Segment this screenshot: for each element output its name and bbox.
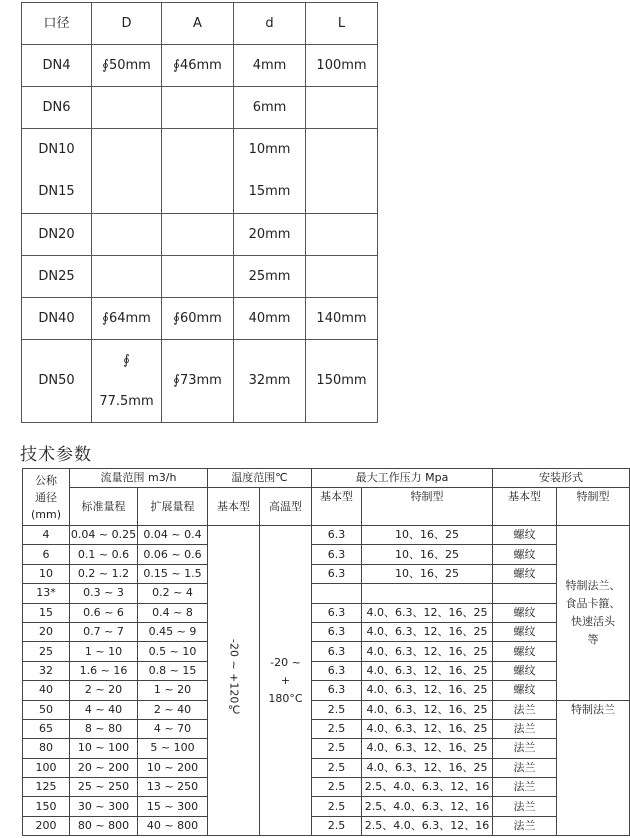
cell-flow-std: 0.04 ~ 0.25 [70,526,138,545]
cell-install-basic [493,584,557,603]
dim-A [162,129,234,214]
cell-pressure-special: 4.0、6.3、12、16、25 [362,642,493,661]
cell-flow-std: 20 ~ 200 [70,758,138,777]
cell-flow-ext: 0.04 ~ 0.4 [138,526,208,545]
dim-header-bore: 口径 [22,3,92,45]
cell-temp-basic [208,526,260,836]
cell-pressure-special: 2.5、4.0、6.3、12、16 [362,778,493,797]
cell-install-special: 特制法兰 [557,700,630,836]
install-special-line: 快速活头 [571,614,615,628]
cell-flow-std: 0.2 ~ 1.2 [70,564,138,583]
cell-pressure-special: 4.0、6.3、12、16、25 [362,739,493,758]
dim-row [22,214,378,256]
table-row [23,700,630,719]
cell-install-basic: 螺纹 [493,564,557,583]
cell-flow-ext: 5 ~ 100 [138,739,208,758]
cell-flow-ext: 1 ~ 20 [138,681,208,700]
cell-pressure-special: 4.0、6.3、12、16、25 [362,681,493,700]
dim-bore: DN50 [22,340,92,423]
cell-temp-high [260,526,312,836]
cell-pressure-basic: 6.3 [312,545,362,564]
header-flow-ext: 扩展量程 [138,488,208,526]
dim-bore-pair [22,129,92,214]
dim-D: ∮50mm [92,45,162,87]
table-row [23,584,630,603]
header-diameter-line: (mm) [30,507,61,521]
cell-diameter: 20 [23,622,70,641]
dim-d: 4mm [234,45,306,87]
dim-bore: DN25 [22,256,92,298]
cell-diameter: 10 [23,564,70,583]
cell-pressure-basic: 6.3 [312,603,362,622]
cell-diameter: 4 [23,526,70,545]
tech-header-row-1 [23,469,630,488]
cell-pressure-basic: 2.5 [312,739,362,758]
temp-high-line: 180°C [268,691,303,705]
table-row [23,739,630,758]
cell-diameter: 100 [23,758,70,777]
tech-header-row-2 [23,488,630,526]
install-special-line: 等 [587,632,599,646]
cell-install-basic: 法兰 [493,816,557,835]
cell-flow-ext: 0.2 ~ 4 [138,584,208,603]
table-row [23,797,630,816]
table-row [23,758,630,777]
dim-bore: DN4 [22,45,92,87]
cell-pressure-basic: 2.5 [312,719,362,738]
dim-L: 140mm [306,298,378,340]
dim-row [22,45,378,87]
install-special-line: 食品卡箍、 [565,596,621,610]
table-row [23,816,630,835]
dim-d: 6mm [234,87,306,129]
section-title: 技术参数 [20,445,92,465]
cell-flow-std: 4 ~ 40 [70,700,138,719]
cell-pressure-special: 4.0、6.3、12、16、25 [362,661,493,680]
cell-flow-std: 0.7 ~ 7 [70,622,138,641]
dim-A [162,87,234,129]
table-row [23,564,630,583]
cell-flow-std: 1 ~ 10 [70,642,138,661]
cell-install-basic: 螺纹 [493,642,557,661]
dim-D-pair [92,340,162,423]
cell-pressure-basic: 6.3 [312,681,362,700]
cell-pressure-basic: 2.5 [312,758,362,777]
header-diameter [23,469,70,526]
cell-diameter: 200 [23,816,70,835]
cell-flow-std: 0.6 ~ 6 [70,603,138,622]
cell-flow-ext: 0.06 ~ 0.6 [138,545,208,564]
dim-d: 25mm [234,256,306,298]
cell-flow-ext: 13 ~ 250 [138,778,208,797]
table-row [23,622,630,641]
cell-flow-ext: 2 ~ 40 [138,700,208,719]
dim-row [22,87,378,129]
table-row [23,545,630,564]
header-flow: 流量范围 m3/h [70,469,208,488]
cell-pressure-special: 10、16、25 [362,545,493,564]
cell-flow-std: 80 ~ 800 [70,816,138,835]
dim-L: 100mm [306,45,378,87]
dim-row [22,340,378,423]
cell-diameter: 6 [23,545,70,564]
cell-diameter: 80 [23,739,70,758]
dim-L: 150mm [306,340,378,423]
dim-bore: DN40 [22,298,92,340]
cell-pressure-basic: 6.3 [312,661,362,680]
header-temp: 温度范围℃ [208,469,312,488]
cell-flow-std: 10 ~ 100 [70,739,138,758]
header-install-basic: 基本型 [493,488,557,526]
temp-high-line: -20 ~ [270,655,301,669]
cell-diameter: 15 [23,603,70,622]
cell-flow-std: 1.6 ~ 16 [70,661,138,680]
cell-install-basic: 螺纹 [493,661,557,680]
header-install-special: 特制型 [557,488,630,526]
cell-pressure-basic: 2.5 [312,700,362,719]
dim-d: 15mm [248,184,291,199]
dim-row [22,256,378,298]
header-pressure-special: 特制型 [362,488,493,526]
dim-d: 20mm [234,214,306,256]
header-temp-basic: 基本型 [208,488,260,526]
cell-pressure-special [362,584,493,603]
table-row [23,526,630,545]
dim-header-D: D [92,3,162,45]
dim-A: ∮60mm [162,298,234,340]
dim-bore: DN15 [38,184,75,199]
cell-pressure-basic: 6.3 [312,642,362,661]
dim-D [92,256,162,298]
cell-pressure-special: 10、16、25 [362,564,493,583]
cell-diameter: 40 [23,681,70,700]
cell-pressure-special: 4.0、6.3、12、16、25 [362,719,493,738]
dim-L [306,129,378,214]
dim-D: ∮ [123,352,130,368]
dim-d-pair [234,129,306,214]
cell-install-basic: 法兰 [493,778,557,797]
cell-install-basic: 法兰 [493,797,557,816]
dim-D [92,214,162,256]
dim-row [22,298,378,340]
cell-flow-ext: 0.15 ~ 1.5 [138,564,208,583]
tech-param-table [22,468,630,836]
cell-flow-std: 8 ~ 80 [70,719,138,738]
cell-install-basic: 法兰 [493,739,557,758]
cell-pressure-special: 4.0、6.3、12、16、25 [362,622,493,641]
cell-install-basic: 螺纹 [493,622,557,641]
dim-D [92,129,162,214]
cell-flow-ext: 0.8 ~ 15 [138,661,208,680]
cell-diameter: 13* [23,584,70,603]
dim-header-row [22,3,378,45]
dim-d: 40mm [234,298,306,340]
cell-pressure-basic: 2.5 [312,797,362,816]
table-row [23,661,630,680]
table-row [23,603,630,622]
cell-pressure-special: 2.5、4.0、6.3、12、16 [362,816,493,835]
cell-pressure-special: 4.0、6.3、12、16、25 [362,758,493,777]
cell-flow-std: 30 ~ 300 [70,797,138,816]
cell-diameter: 25 [23,642,70,661]
cell-pressure-basic: 6.3 [312,564,362,583]
table-row [23,681,630,700]
cell-pressure-basic: 6.3 [312,526,362,545]
cell-install-basic: 螺纹 [493,603,557,622]
cell-pressure-special: 2.5、4.0、6.3、12、16 [362,797,493,816]
dim-bore: DN10 [38,142,75,157]
cell-pressure-special: 4.0、6.3、12、16、25 [362,603,493,622]
cell-diameter: 32 [23,661,70,680]
temp-basic-value: -20 ~ +120℃ [227,638,241,717]
cell-flow-ext: 40 ~ 800 [138,816,208,835]
cell-flow-ext: 0.5 ~ 10 [138,642,208,661]
cell-pressure-special: 4.0、6.3、12、16、25 [362,700,493,719]
cell-flow-std: 2 ~ 20 [70,681,138,700]
cell-flow-std: 25 ~ 250 [70,778,138,797]
header-temp-high: 高温型 [260,488,312,526]
cell-flow-std: 0.3 ~ 3 [70,584,138,603]
cell-diameter: 150 [23,797,70,816]
header-pressure-basic: 基本型 [312,488,362,526]
dim-header-A: A [162,3,234,45]
cell-install-basic: 法兰 [493,758,557,777]
cell-diameter: 125 [23,778,70,797]
dim-bore: DN20 [22,214,92,256]
cell-flow-ext: 10 ~ 200 [138,758,208,777]
dimension-table [21,2,378,423]
cell-pressure-basic [312,584,362,603]
dim-header-d: d [234,3,306,45]
cell-install-special [557,526,630,701]
cell-install-basic: 螺纹 [493,545,557,564]
cell-install-basic: 法兰 [493,700,557,719]
cell-flow-ext: 4 ~ 70 [138,719,208,738]
dim-D [92,87,162,129]
cell-pressure-special: 10、16、25 [362,526,493,545]
cell-flow-ext: 0.4 ~ 8 [138,603,208,622]
dim-header-L: L [306,3,378,45]
dim-L [306,214,378,256]
dim-A: ∮46mm [162,45,234,87]
table-row [23,778,630,797]
dim-bore: DN6 [22,87,92,129]
dim-row [22,129,378,214]
install-special-line: 特制法兰、 [565,578,621,592]
cell-install-basic: 法兰 [493,719,557,738]
cell-diameter: 50 [23,700,70,719]
header-diameter-line: 公称 [35,473,57,487]
dim-d: 32mm [234,340,306,423]
table-row [23,719,630,738]
header-diameter-line: 通径 [35,490,57,504]
cell-install-basic: 螺纹 [493,526,557,545]
header-flow-std: 标准量程 [70,488,138,526]
cell-pressure-basic: 2.5 [312,816,362,835]
cell-diameter: 65 [23,719,70,738]
dim-D: 77.5mm [99,393,154,409]
cell-install-basic: 螺纹 [493,681,557,700]
cell-flow-ext: 15 ~ 300 [138,797,208,816]
temp-high-line: + [280,673,291,687]
table-row [23,642,630,661]
dim-A [162,214,234,256]
dim-A [162,256,234,298]
cell-pressure-basic: 6.3 [312,622,362,641]
cell-flow-ext: 0.45 ~ 9 [138,622,208,641]
dim-A: ∮73mm [162,340,234,423]
cell-flow-std: 0.1 ~ 0.6 [70,545,138,564]
dim-D: ∮64mm [92,298,162,340]
header-install: 安装形式 [493,469,630,488]
dim-L [306,256,378,298]
dim-L [306,87,378,129]
dim-d: 10mm [248,142,291,157]
header-pressure: 最大工作压力 Mpa [312,469,493,488]
cell-pressure-basic: 2.5 [312,778,362,797]
